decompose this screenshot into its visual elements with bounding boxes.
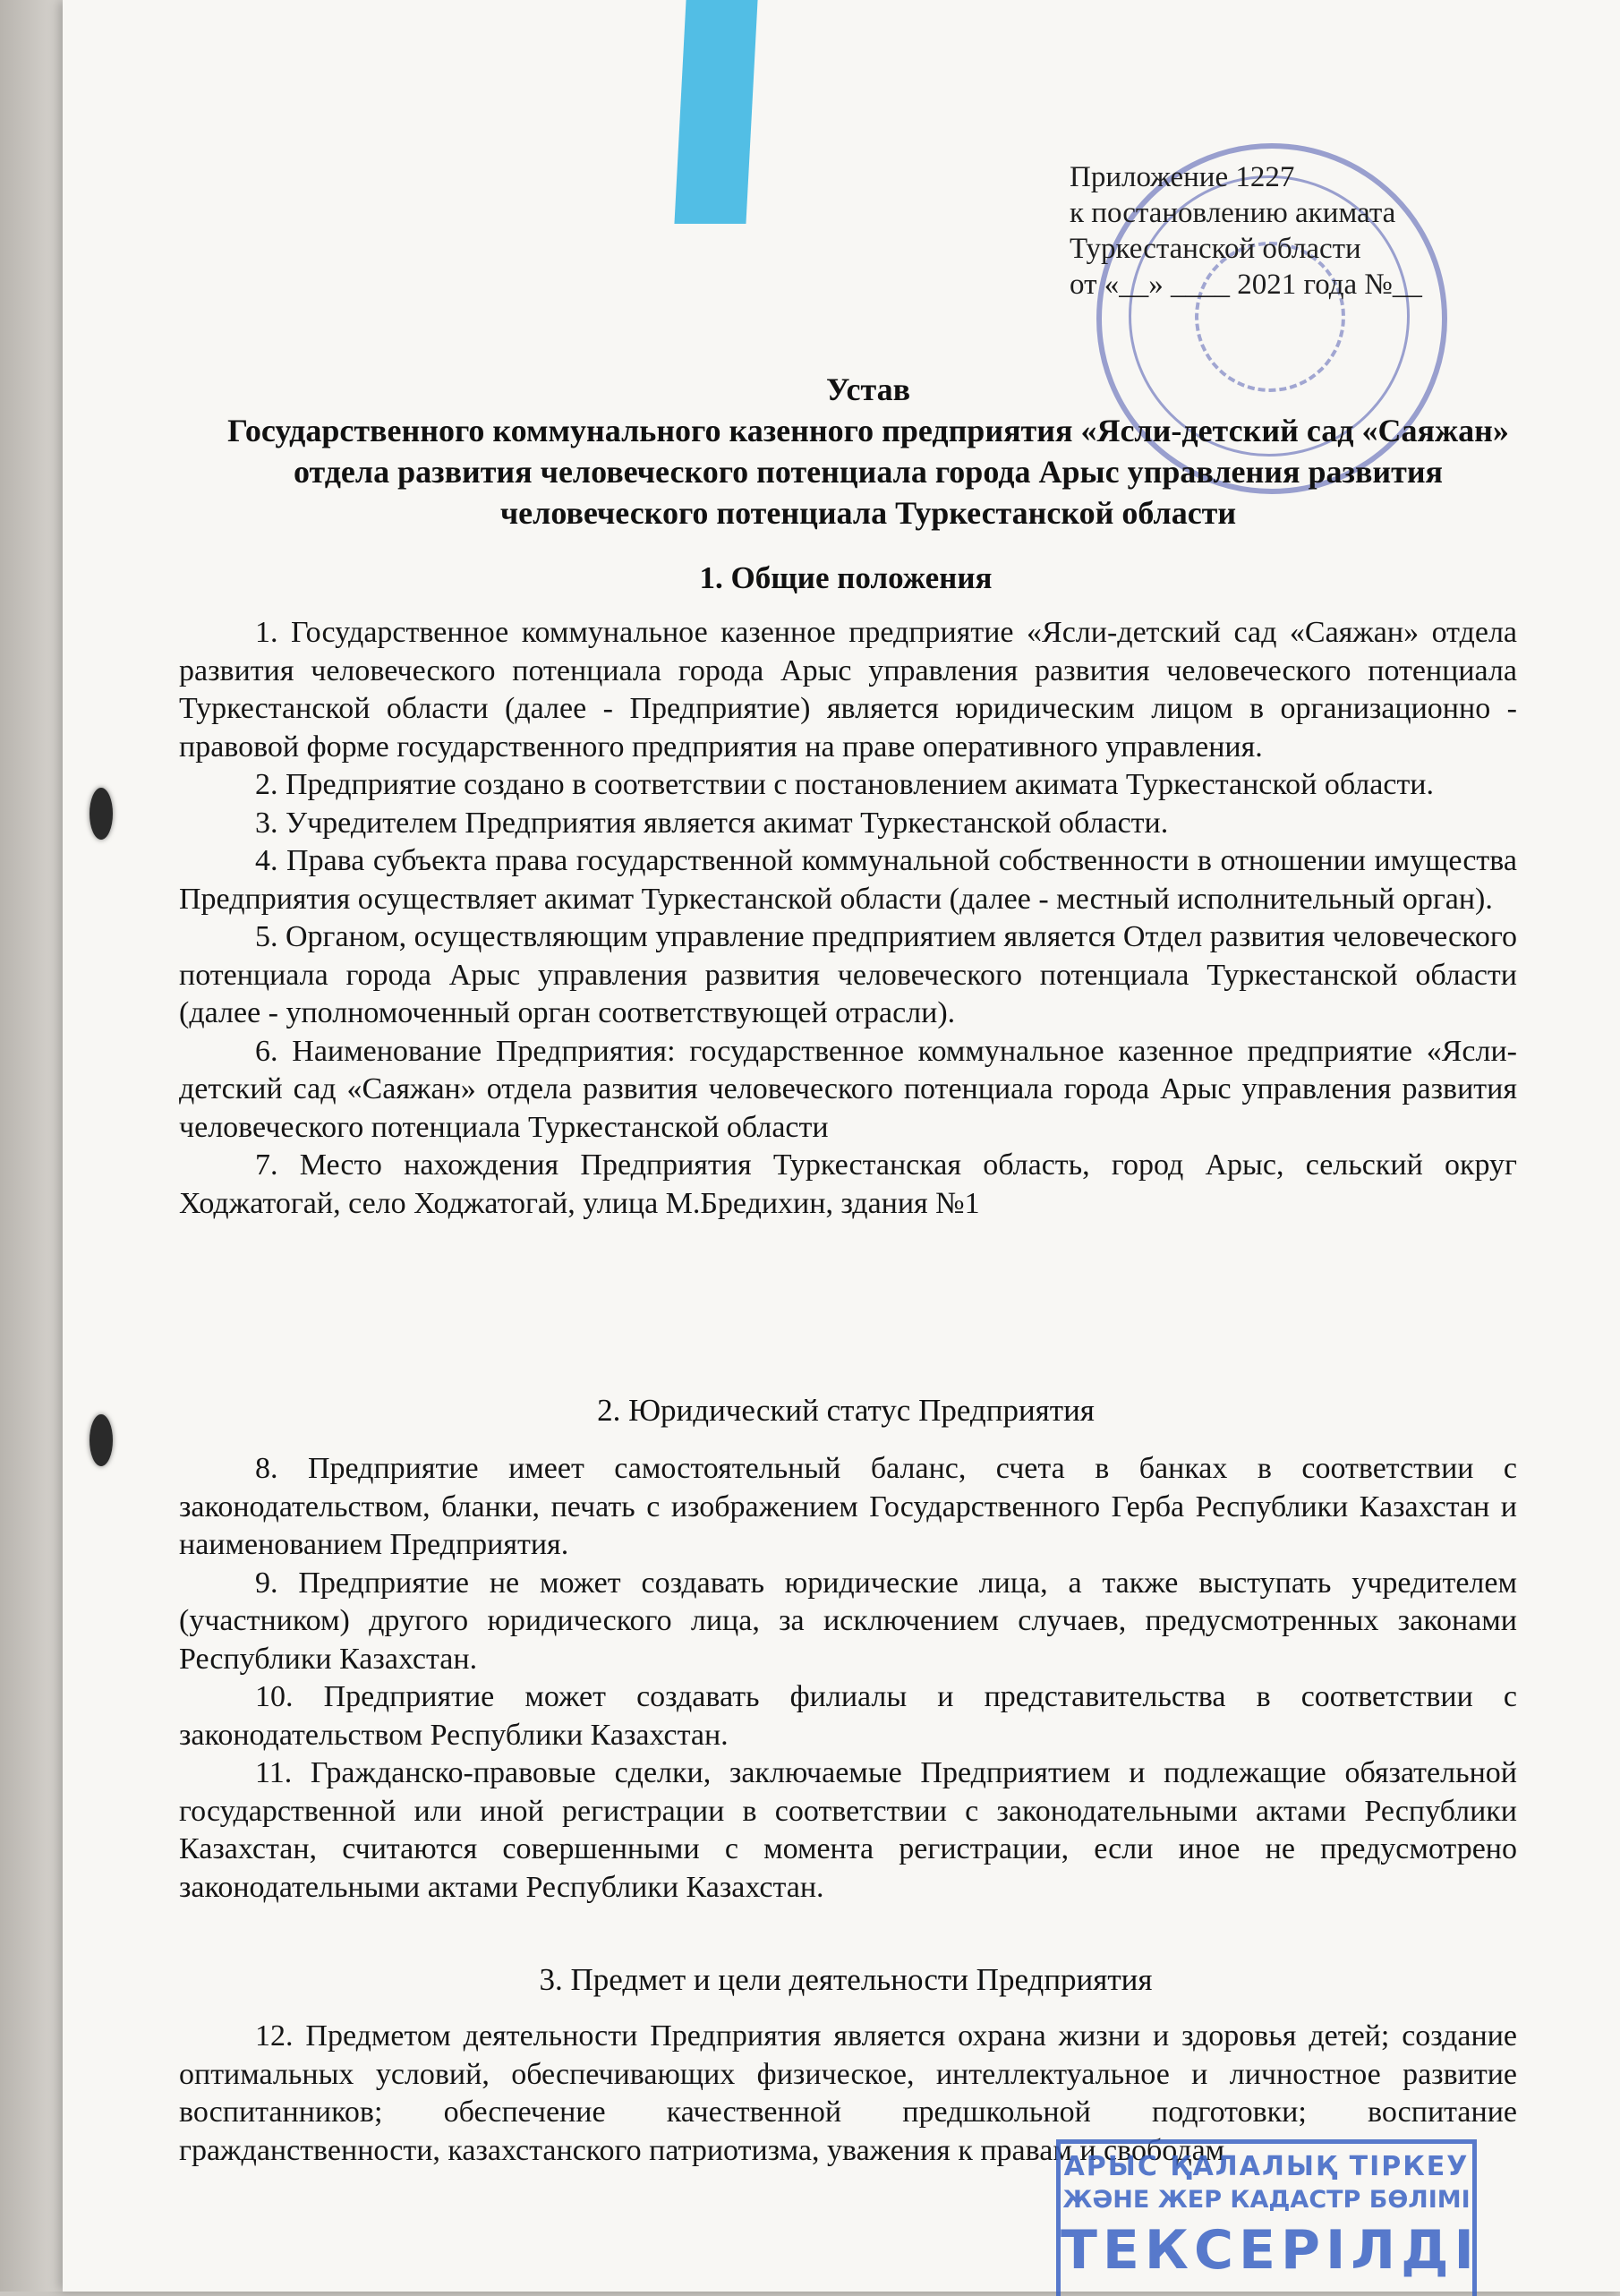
paragraph-10: 10. Предприятие может создавать филиалы и представительства в соответствии с законодательством Республики Казахстан.: [179, 1680, 1517, 1752]
paragraph-4: 4. Права субъекта права государственной коммунальной собственности в отношении имущества Предприятия осуществляет акимат Туркестанской области (далее - местный исполнительный орган).: [179, 844, 1517, 916]
appendix-line-4: от «__» ____ 2021 года №__: [1070, 269, 1422, 301]
section-1-body: [179, 614, 1517, 1223]
paragraph-6: 6. Наименование Предприятия: государственное коммунальное казенное предприятие «Ясли-детский сад «Саяжан» отдела развития человеческого потенциала города Арыс управления развития человеческого потенциала Туркестанской области: [179, 1034, 1517, 1144]
paragraph-1: 1. Государственное коммунальное казенное предприятие «Ясли-детский сад «Саяжан» отдела развития человеческого потенциала города Арыс управления развития человеческого потенциала Туркестанской области (далее - Предприятие) является юридическим лицом в организационно - правовой форме государственного предприятия на праве оперативного управления.: [179, 616, 1517, 764]
appendix-line-1: Приложение 1227: [1070, 161, 1295, 193]
section-2-body: [179, 1450, 1517, 1907]
paragraph-3: 3. Учредителем Предприятия является акимат Туркестанской области.: [255, 806, 1169, 840]
section-heading-2: 2. Юридический статус Предприятия: [597, 1393, 1095, 1428]
binder-hole-top: [90, 788, 113, 840]
paragraph-8: 8. Предприятие имеет самостоятельный баланс, счета в банках в соответствии с законодательством, бланки, печать с изображением Государственного Герба Республики Казахстан и наименованием Предприятия.: [179, 1452, 1517, 1561]
appendix-line-3: Туркестанской области: [1070, 233, 1361, 265]
registration-stamp: [1056, 2139, 1477, 2296]
paragraph-12: 12. Предметом деятельности Предприятия является охрана жизни и здоровья детей; создание оптимальных условий, обеспечивающих физическое, интеллектуальное и личностное развитие воспитанников; обеспечение качественной предшкольной подготовки; воспитание гражданственности, казахстанского патриотизма, уважения к правам и свободам: [179, 2019, 1517, 2167]
paragraph-2: 2. Предприятие создано в соответствии с постановлением акимата Туркестанской области.: [255, 768, 1435, 801]
document-title: [179, 369, 1557, 533]
blue-tape: [674, 0, 757, 224]
title-line-4: человеческого потенциала Туркестанской области: [499, 495, 1237, 531]
paragraph-7: 7. Место нахождения Предприятия Туркестанская область, город Арыс, сельский округ Ходжатогай, село Ходжатогай, улица М.Бредихин, здания №1: [179, 1148, 1517, 1220]
paragraph-5: 5. Органом, осуществляющим управление предприятием является Отдел развития человеческого потенциала города Арыс управления развития человеческого потенциала Туркестанской области (далее - уполномоченный орган соответствующей отрасли).: [179, 920, 1517, 1029]
stamp-line-3: ТЕКСЕРІЛДІ: [1061, 2219, 1479, 2282]
section-heading-1: 1. Общие положения: [699, 560, 993, 595]
paragraph-11: 11. Гражданско-правовые сделки, заключаемые Предприятием и подлежащие обязательной государственной или иной регистрации в соответствии с законодательными актами Республики Казахстан, считаются совершенными с момента регистрации, если иное не предусмотрено законодательными актами Республики Казахстан.: [179, 1756, 1517, 1904]
title-line-1: Устав: [825, 371, 911, 407]
title-line-3: отдела развития человеческого потенциала города Арыс управления развития: [293, 454, 1444, 490]
stamp-line-1: АРЫС ҚАЛАЛЫҚ ТІРКЕУ: [1063, 2151, 1470, 2182]
section-heading-3: 3. Предмет и цели деятельности Предприятия: [539, 1962, 1153, 1997]
paragraph-9: 9. Предприятие не может создавать юридические лица, а также выступать учредителем (участником) другого юридического лица, за исключением случаев, предусмотренных законами Республики Казахстан.: [179, 1566, 1517, 1676]
appendix-line-2: к постановлению акимата: [1070, 197, 1396, 229]
stamp-line-2: ЖӘНЕ ЖЕР КАДАСТР БӨЛІМІ: [1062, 2186, 1471, 2214]
binder-hole-bottom: [90, 1414, 113, 1466]
appendix-note: [1070, 159, 1481, 303]
page-edge-shadow: [0, 0, 63, 2292]
title-line-2: Государственного коммунального казенного предприятия «Ясли-детский сад «Саяжан»: [227, 413, 1509, 448]
